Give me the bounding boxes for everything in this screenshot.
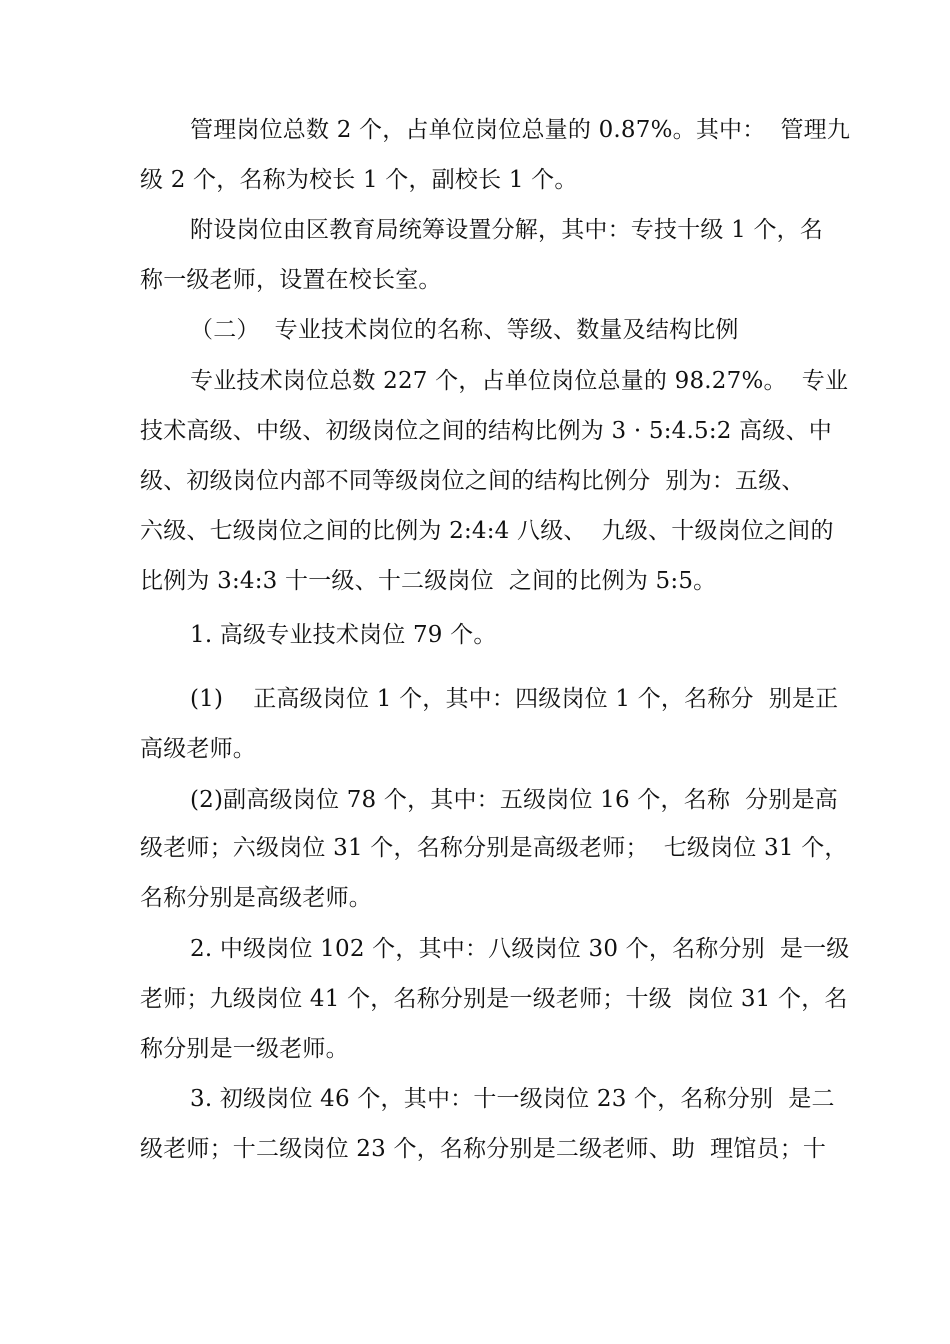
section-heading: （二） 专业技术岗位的名称、等级、数量及结构比例 (190, 317, 739, 343)
paragraph-line: 专业技术岗位总数 227 个，占单位岗位总量的 98.27%。 专业 (190, 368, 849, 394)
paragraph-line: 级老师；十二级岗位 23 个，名称分别是二级老师、助 理馆员；十 (140, 1136, 827, 1162)
paragraph-line: (1) 正高级岗位 1 个，其中：四级岗位 1 个，名称分 别是正 (190, 686, 839, 712)
paragraph-line: 级、初级岗位内部不同等级岗位之间的结构比例分 别为：五级、 (140, 468, 805, 494)
paragraph-line: 附设岗位由区教育局统筹设置分解，其中：专技十级 1 个，名 (190, 217, 824, 243)
paragraph-line: 管理岗位总数 2 个，占单位岗位总量的 0.87%。其中： 管理九 (190, 117, 851, 143)
paragraph-line: 称分别是一级老师。 (140, 1036, 349, 1062)
list-item-heading: 1. 高级专业技术岗位 79 个。 (190, 622, 497, 648)
paragraph-line: 称一级老师，设置在校长室。 (140, 267, 442, 293)
paragraph-line: 技术高级、中级、初级岗位之间的结构比例为 3 · 5:4.5:2 高级、中 (140, 418, 832, 444)
paragraph-line: 级 2 个，名称为校长 1 个，副校长 1 个。 (140, 167, 578, 193)
paragraph-line: 3. 初级岗位 46 个，其中：十一级岗位 23 个，名称分别 是二 (190, 1086, 835, 1112)
paragraph-line: 老师；九级岗位 41 个，名称分别是一级老师；十级 岗位 31 个，名 (140, 986, 848, 1012)
paragraph-line: 2. 中级岗位 102 个，其中：八级岗位 30 个，名称分别 是一级 (190, 936, 850, 962)
paragraph-line: 级老师；六级岗位 31 个，名称分别是高级老师； 七级岗位 31 个， (140, 835, 848, 861)
paragraph-line: 六级、七级岗位之间的比例为 2:4:4 八级、 九级、十级岗位之间的 (140, 518, 834, 544)
paragraph-line: 名称分别是高级老师。 (140, 885, 372, 911)
paragraph-line: 比例为 3:4:3 十一级、十二级岗位 之间的比例为 5:5。 (140, 568, 717, 594)
paragraph-line: (2)副高级岗位 78 个，其中：五级岗位 16 个，名称 分别是高 (190, 787, 838, 813)
paragraph-line: 高级老师。 (140, 736, 256, 762)
